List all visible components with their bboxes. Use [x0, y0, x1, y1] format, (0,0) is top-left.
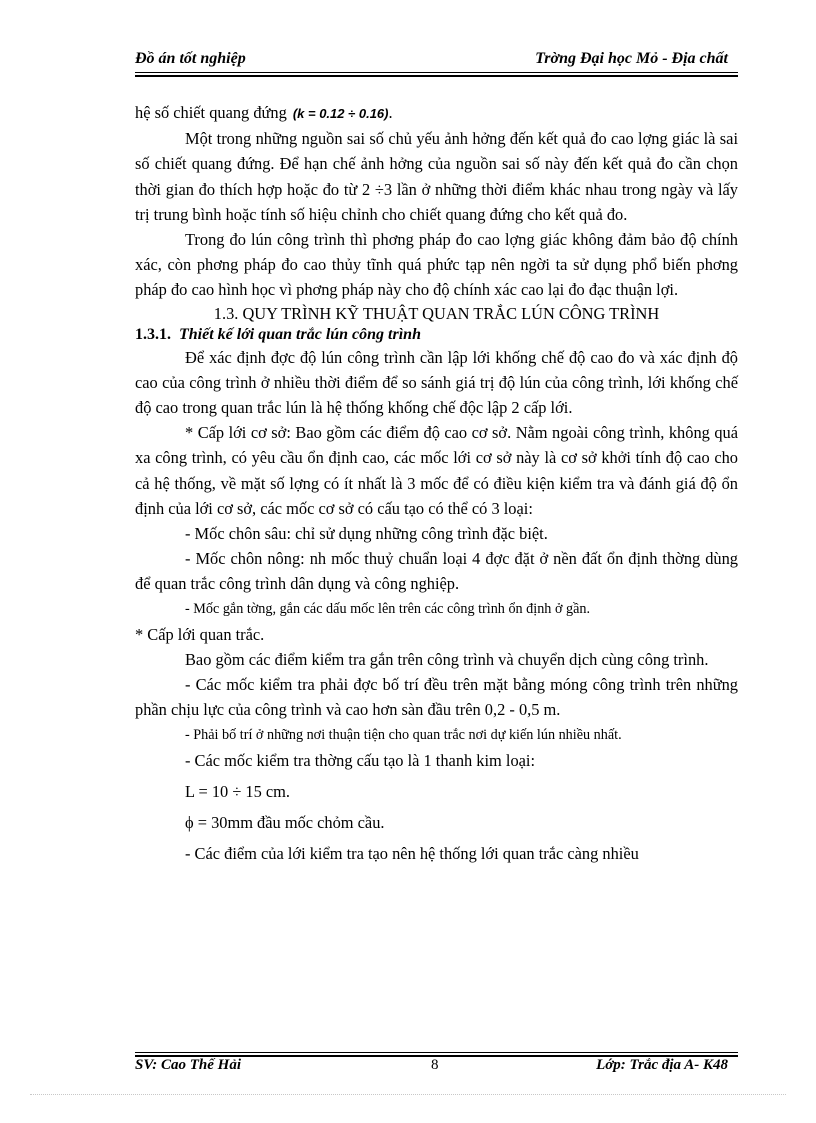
section-title: 1.3. QUY TRÌNH KỸ THUẬT QUAN TRẮC LÚN CÔNG TRÌNH	[213, 303, 660, 323]
paragraph-10: Bao gồm các điểm kiểm tra gắn trên công trình và chuyển dịch cùng công trình.	[185, 650, 709, 670]
paragraph-15: ϕ = 30mm đầu mốc chỏm cầu.	[185, 813, 385, 833]
paragraph-14: L = 10 ÷ 15 cm.	[185, 782, 291, 802]
paragraph-1	[135, 100, 738, 126]
formula-k: (k = 0.12 ÷ 0.16)	[292, 106, 389, 121]
page-header	[135, 48, 738, 74]
paragraph-6: - Mốc chôn sâu: chỉ sử dụng những công trình đặc biệt.	[185, 524, 548, 544]
page-number: 8	[431, 1057, 439, 1073]
header-left: Đồ án tốt nghiệp	[135, 50, 246, 67]
paragraph-3: Trong đo lún công trình thì phơng pháp đo cao lợng giác không đảm bảo độ chính xác, còn phơng pháp đo cao thủy tĩnh quá phức tạp nên ngời ta sử dụng phổ biến phơng pháp đo cao hình học vì phơng pháp này cho độ chính xác cao lại đo đạc thuận lợi.	[135, 230, 738, 300]
paragraph-5: * Cấp lới cơ sở: Bao gồm các điểm độ cao cơ sở. Nằm ngoài công trình, không quá xa công trình, có yêu cầu ổn định cao, các mốc lới cơ sở này là cơ sở khởi tính độ cao cho cả hệ thống, về mặt số lợng có ít nhất là 3 mốc để có điều kiện kiểm tra và đánh giá độ ổn định của lới cơ sở, các mốc cơ sở có cấu tạo có thể có 3 loại:	[135, 423, 738, 518]
footer-class: Lớp: Trắc địa A- K48	[596, 1057, 728, 1073]
paragraph-9: * Cấp lới quan trắc.	[135, 624, 265, 644]
paragraph-7: - Mốc chôn nông: nh mốc thuỷ chuẩn loại 4 đợc đặt ở nền đất ổn định thờng dùng để quan trắc công trình dân dụng và công nghiệp.	[135, 549, 738, 594]
paragraph-4: Để xác định đợc độ lún công trình cần lập lới khống chế độ cao đo và xác định độ cao của công trình ở nhiều thời điểm để so sánh giá trị độ lún của công trình, lới khống chế độ cao trong quan trắc lún là hệ thống khống chế độc lập 2 cấp lới.	[135, 347, 738, 418]
subsection-heading	[135, 325, 738, 345]
paragraph-11: - Các mốc kiểm tra phải đợc bố trí đều trên mặt bằng móng công trình trên những phần chịu lực của công trình và cao hơn sàn đầu trên 0,2 - 0,5 m.	[135, 675, 738, 720]
page-body	[135, 100, 738, 867]
page-bottom-dotted-line	[30, 1094, 786, 1095]
paragraph-16: - Các điểm của lới kiểm tra tạo nên hệ thống lới quan trắc càng nhiều	[185, 844, 639, 864]
subsection-title: Thiết kế lới quan trắc lún công trình	[179, 325, 421, 343]
header-rule-thin	[135, 72, 738, 73]
footer-rule-thin	[135, 1052, 738, 1053]
header-rule-thick	[135, 75, 738, 77]
header-right: Trờng Đại học Mỏ - Địa chất	[535, 50, 728, 67]
paragraph-8: - Mốc gắn tờng, gắn các dấu mốc lên trên các công trình ổn định ở gần.	[185, 600, 591, 617]
paragraph-13: - Các mốc kiểm tra thờng cấu tạo là 1 thanh kim loại:	[185, 750, 536, 770]
page-footer	[135, 1057, 738, 1079]
paragraph-2: Một trong những nguồn sai số chủ yếu ảnh hởng đến kết quả đo cao lợng giác là sai số chiết quang đứng. Để hạn chế ảnh hởng của nguồn sai số này đến kết quả đo cần chọn thời gian đo thích hợp hoặc đo từ 2 ÷3 lần ở những thời điểm khác nhau trong ngày và lấy trị trung bình hoặc tính số hiệu chỉnh cho chiết quang đứng cho kết quả đo.	[135, 129, 738, 224]
paragraph-12: - Phải bố trí ở những nơi thuận tiện cho quan trắc nơi dự kiến lún nhiều nhất.	[185, 726, 622, 743]
paragraph-1-text: hệ số chiết quang đứng	[135, 103, 287, 122]
paragraph-1-end: .	[388, 103, 393, 122]
subsection-number: 1.3.1.	[135, 325, 171, 343]
footer-student: SV: Cao Thế Hải	[135, 1057, 241, 1073]
